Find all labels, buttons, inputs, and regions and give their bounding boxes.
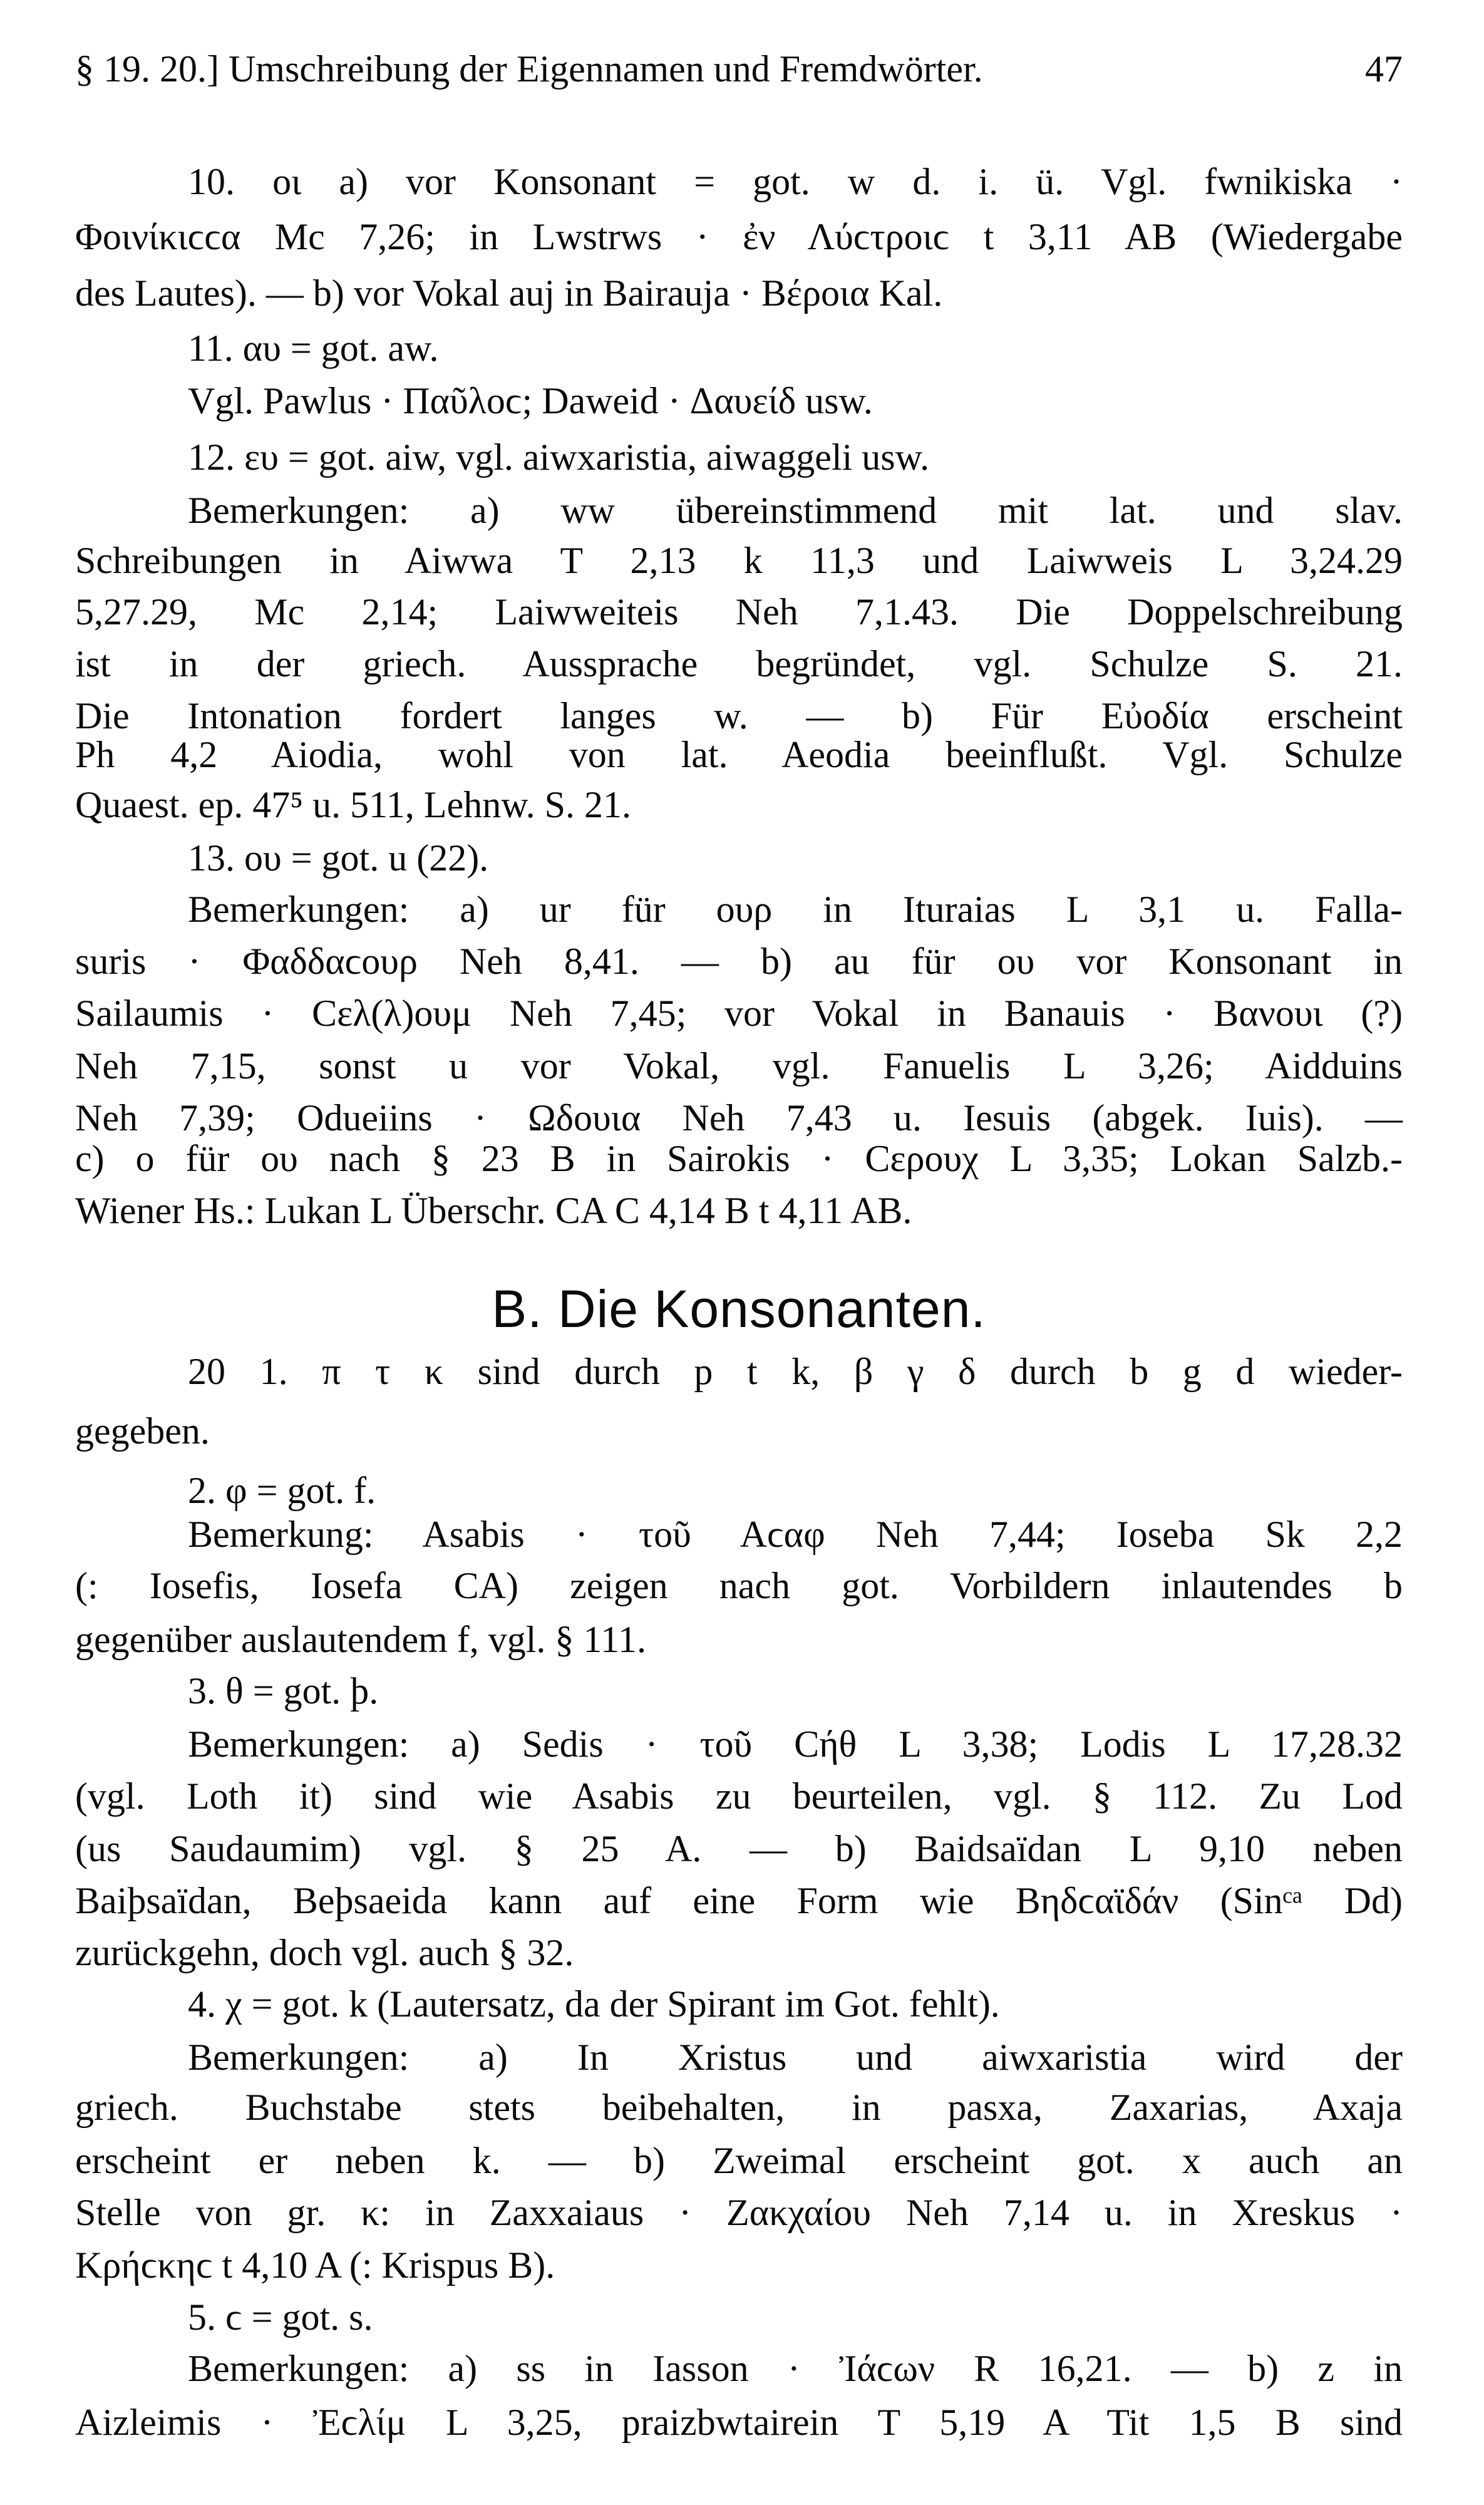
text-line: Baiþsaïdan, Beþsaeida kann auf eine Form wie Βηδϲαϊδάν (Sinᶜᵃ Dd) [75, 1880, 1403, 1921]
text-line: Bemerkungen: a) ww übereinstimmend mit lat. und slav. [188, 490, 1403, 531]
text-line: Schreibungen in Aiwwa T 2,13 k 11,3 und Laiwweis L 3,24.29 [75, 540, 1403, 581]
text-line: 2. φ = got. f. [188, 1470, 376, 1511]
page-number: 47 [1365, 48, 1403, 90]
text-line: Bemerkungen: a) ur für ουρ in Ituraias L 3,1 u. Falla- [188, 889, 1403, 930]
text-line: 4. χ = got. k (Lautersatz, da der Spirant im Got. fehlt). [188, 1983, 1000, 2025]
text-line: griech. Buchstabe stets beibehalten, in pasxa, Zaxarias, Axaja [75, 2087, 1403, 2128]
text-line: gegenüber auslautendem f, vgl. § 111. [75, 1619, 646, 1660]
text-line: 12. ευ = got. aiw, vgl. aiwxaristia, aiwaggeli usw. [188, 436, 930, 478]
text-line: Bemerkungen: a) In Xristus und aiwxaristia wird der [188, 2037, 1403, 2078]
text-line: (us Saudaumim) vgl. § 25 A. — b) Baidsaïdan L 9,10 neben [75, 1828, 1403, 1869]
text-line: Quaest. ep. 47⁵ u. 511, Lehnw. S. 21. [75, 784, 632, 825]
text-line: 3. θ = got. þ. [188, 1670, 379, 1712]
text-line: c) o für ου nach § 23 B in Sairokis · Ϲερουχ L 3,35; Lokan Salzb.- [75, 1138, 1403, 1179]
text-line: Wiener Hs.: Lukan L Überschr. CA C 4,14 B t 4,11 AB. [75, 1190, 912, 1231]
text-line: Stelle von gr. κ: in Zaxxaiaus · Ζακχαίου Neh 7,14 u. in Xreskus · [75, 2192, 1403, 2233]
text-line: Ph 4,2 Aiodia, wohl von lat. Aeodia beeinflußt. Vgl. Schulze [75, 734, 1403, 775]
text-line: Sailaumis · Ϲελ(λ)ουμ Neh 7,45; vor Vokal in Banauis · Βανουι (?) [75, 993, 1403, 1034]
text-line: Vgl. Pawlus · Παῦλοϲ; Daweid · Δαυείδ usw. [188, 380, 873, 421]
text-line: Bemerkung: Asabis · τοῦ Αϲαφ Neh 7,44; Ioseba Sk 2,2 [188, 1514, 1403, 1555]
text-line: (vgl. Loth it) sind wie Asabis zu beurteilen, vgl. § 112. Zu Lod [75, 1775, 1403, 1817]
text-line: 10. οι a) vor Konsonant = got. w d. i. ü. Vgl. fwnikiska · [188, 161, 1403, 202]
text-line: Bemerkungen: a) Sedis · τοῦ Ϲήθ L 3,38; Lodis L 17,28.32 [188, 1723, 1403, 1765]
text-line: (: Iosefis, Iosefa CA) zeigen nach got. Vorbildern inlautendes b [75, 1565, 1403, 1606]
text-line: suris · Φαδδαϲουρ Neh 8,41. — b) au für ου vor Konsonant in [75, 941, 1403, 982]
text-line: 5,27.29, Mc 2,14; Laiwweiteis Neh 7,1.43. Die Doppelschreibung [75, 591, 1403, 633]
text-line: Φοινίκιϲϲα Mc 7,26; in Lwstrws · ἐν Λύϲτροιϲ t 3,11 AB (Wiedergabe [75, 216, 1403, 257]
text-line: Κρήϲκηϲ t 4,10 A (: Krispus B). [75, 2244, 555, 2286]
text-line: Neh 7,15, sonst u vor Vokal, vgl. Fanuelis L 3,26; Aidduins [75, 1045, 1403, 1087]
text-line: Bemerkungen: a) ss in Iasson · Ἰάϲων R 16,21. — b) z in [188, 2348, 1403, 2389]
text-line: erscheint er neben k. — b) Zweimal erscheint got. x auch an [75, 2140, 1403, 2181]
text-line: gegeben. [75, 1410, 210, 1452]
text-line: 20 1. π τ κ sind durch p t k, β γ δ durch b g d wieder- [188, 1351, 1403, 1392]
text-line: Aizleimis · Ἐϲλίμ L 3,25, praizbwtairein T 5,19 A Tit 1,5 B sind [75, 2402, 1403, 2443]
text-line: 13. ου = got. u (22). [188, 837, 489, 879]
section-title: B. Die Konsonanten. [492, 1279, 986, 1338]
text-line: Die Intonation fordert langes w. — b) Für Εὐοδία erscheint [75, 695, 1403, 736]
text-line: zurückgehn, doch vgl. auch § 32. [75, 1932, 574, 1973]
running-title: § 19. 20.] Umschreibung der Eigennamen und Fremdwörter. [75, 48, 983, 90]
text-line: Neh 7,39; Odueiins · Ωδουια Neh 7,43 u. Iesuis (abgek. Iuis). — [75, 1097, 1403, 1139]
text-line: 11. αυ = got. aw. [188, 328, 439, 369]
text-line: ist in der griech. Aussprache begründet, vgl. Schulze S. 21. [75, 643, 1403, 684]
text-line: des Lautes). — b) vor Vokal auj in Bairauja · Βέροια Kal. [75, 272, 943, 314]
text-line: 5. ϲ = got. s. [188, 2296, 373, 2338]
running-header [75, 44, 1403, 94]
